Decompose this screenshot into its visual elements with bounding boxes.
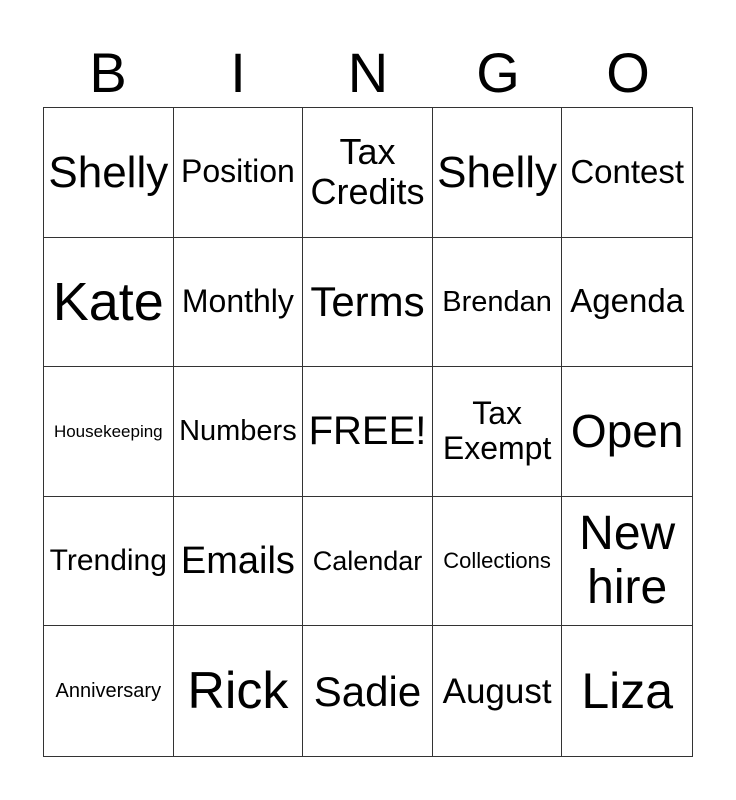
bingo-cell[interactable]: Rick — [174, 626, 304, 756]
bingo-cell[interactable]: Tax Credits — [303, 108, 433, 238]
bingo-cell[interactable]: Anniversary — [44, 626, 174, 756]
bingo-cell[interactable]: Sadie — [303, 626, 433, 756]
bingo-cell[interactable]: Housekeeping — [44, 367, 174, 497]
bingo-card-grid — [43, 107, 693, 757]
bingo-cell[interactable]: FREE! — [303, 367, 433, 497]
bingo-cell[interactable]: Agenda — [562, 238, 692, 368]
header-letter-n: N — [347, 41, 389, 104]
bingo-header — [43, 40, 693, 106]
header-letter-i: I — [230, 41, 246, 104]
bingo-cell[interactable]: Position — [174, 108, 304, 238]
bingo-cell[interactable]: Collections — [433, 497, 563, 627]
bingo-cell[interactable]: Monthly — [174, 238, 304, 368]
bingo-cell[interactable]: Numbers — [174, 367, 304, 497]
bingo-cell[interactable]: Trending — [44, 497, 174, 627]
bingo-cell[interactable]: Brendan — [433, 238, 563, 368]
bingo-cell[interactable]: Tax Exempt — [433, 367, 563, 497]
bingo-cell[interactable]: Shelly — [44, 108, 174, 238]
bingo-cell[interactable]: New hire — [562, 497, 692, 627]
bingo-cell[interactable]: Open — [562, 367, 692, 497]
bingo-cell[interactable]: Calendar — [303, 497, 433, 627]
bingo-cell[interactable]: Shelly — [433, 108, 563, 238]
header-letter-b: B — [89, 41, 127, 104]
bingo-cell[interactable]: Kate — [44, 238, 174, 368]
header-letter-o: O — [606, 41, 650, 104]
bingo-cell[interactable]: Terms — [303, 238, 433, 368]
header-letter-g: G — [476, 41, 520, 104]
bingo-cell[interactable]: Emails — [174, 497, 304, 627]
bingo-cell[interactable]: August — [433, 626, 563, 756]
bingo-cell[interactable]: Contest — [562, 108, 692, 238]
bingo-cell[interactable]: Liza — [581, 663, 674, 720]
